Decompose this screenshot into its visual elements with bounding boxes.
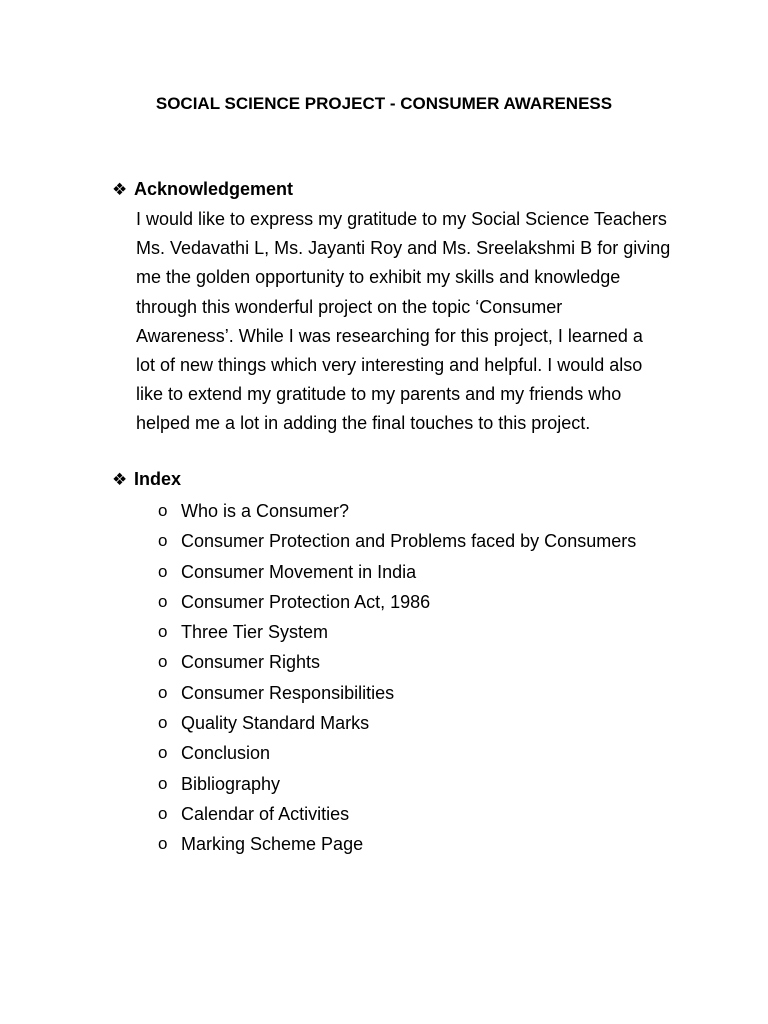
circle-bullet-icon: o <box>158 591 168 611</box>
index-list <box>158 496 636 860</box>
index-list-item <box>158 829 636 859</box>
circle-bullet-icon: o <box>158 652 168 672</box>
circle-bullet-icon: o <box>158 501 168 520</box>
index-list-item <box>158 799 636 829</box>
index-list-item <box>158 678 636 708</box>
index-list-item <box>158 557 636 587</box>
acknowledgement-line: through this wonderful project on the topic ‘Consumer <box>136 296 563 317</box>
index-item-label: Consumer Protection Act, 1986 <box>181 591 431 612</box>
circle-bullet-icon: o <box>158 803 168 823</box>
index-item-label: Conclusion <box>181 743 271 764</box>
acknowledgement-heading-label: Acknowledgement <box>134 179 294 199</box>
index-heading <box>112 469 181 490</box>
circle-bullet-icon: o <box>158 713 168 733</box>
diamond-bullet-icon: ❖ <box>112 180 128 199</box>
index-list-item <box>158 769 636 799</box>
acknowledgement-line: like to extend my gratitude to my parents and my friends who <box>136 384 622 405</box>
acknowledgement-heading <box>112 179 293 200</box>
acknowledgement-line: Ms. Vedavathi L, Ms. Jayanti Roy and Ms. Sreelakshmi B for giving <box>136 238 671 259</box>
index-item-label: Consumer Rights <box>181 652 321 673</box>
index-list-item <box>158 587 636 617</box>
diamond-bullet-icon: ❖ <box>112 470 128 489</box>
circle-bullet-icon: o <box>158 773 168 793</box>
circle-bullet-icon: o <box>158 743 168 763</box>
index-list-item <box>158 526 636 556</box>
index-item-label: Marking Scheme Page <box>181 834 364 855</box>
index-list-item <box>158 617 636 647</box>
acknowledgement-line: lot of new things which very interesting and helpful. I would also <box>136 355 643 376</box>
index-item-label: Quality Standard Marks <box>181 713 370 734</box>
index-item-label: Calendar of Activities <box>181 803 350 824</box>
index-item-label: Consumer Movement in India <box>181 561 417 582</box>
index-list-item <box>158 738 636 768</box>
document-title: SOCIAL SCIENCE PROJECT - CONSUMER AWARENESS <box>155 94 613 113</box>
index-item-label: Bibliography <box>181 773 281 794</box>
index-item-label: Consumer Protection and Problems faced by Consumers <box>181 531 637 552</box>
index-list-item <box>158 647 636 677</box>
index-item-label: Consumer Responsibilities <box>181 682 395 703</box>
acknowledgement-line: I would like to express my gratitude to my Social Science Teachers <box>136 209 667 229</box>
index-list-item <box>158 496 636 526</box>
acknowledgement-line: me the golden opportunity to exhibit my skills and knowledge <box>136 267 621 288</box>
index-item-label: Three Tier System <box>181 622 329 643</box>
acknowledgement-paragraph <box>136 205 696 439</box>
index-item-label: Who is a Consumer? <box>181 501 350 521</box>
circle-bullet-icon: o <box>158 682 168 702</box>
acknowledgement-line: Awareness’. While I was researching for this project, I learned a <box>136 325 643 346</box>
index-list-item <box>158 708 636 738</box>
circle-bullet-icon: o <box>158 561 168 581</box>
circle-bullet-icon: o <box>158 622 168 642</box>
acknowledgement-line: helped me a lot in adding the final touches to this project. <box>136 413 591 434</box>
circle-bullet-icon: o <box>158 531 168 551</box>
circle-bullet-icon: o <box>158 834 168 854</box>
index-heading-label: Index <box>134 469 182 489</box>
